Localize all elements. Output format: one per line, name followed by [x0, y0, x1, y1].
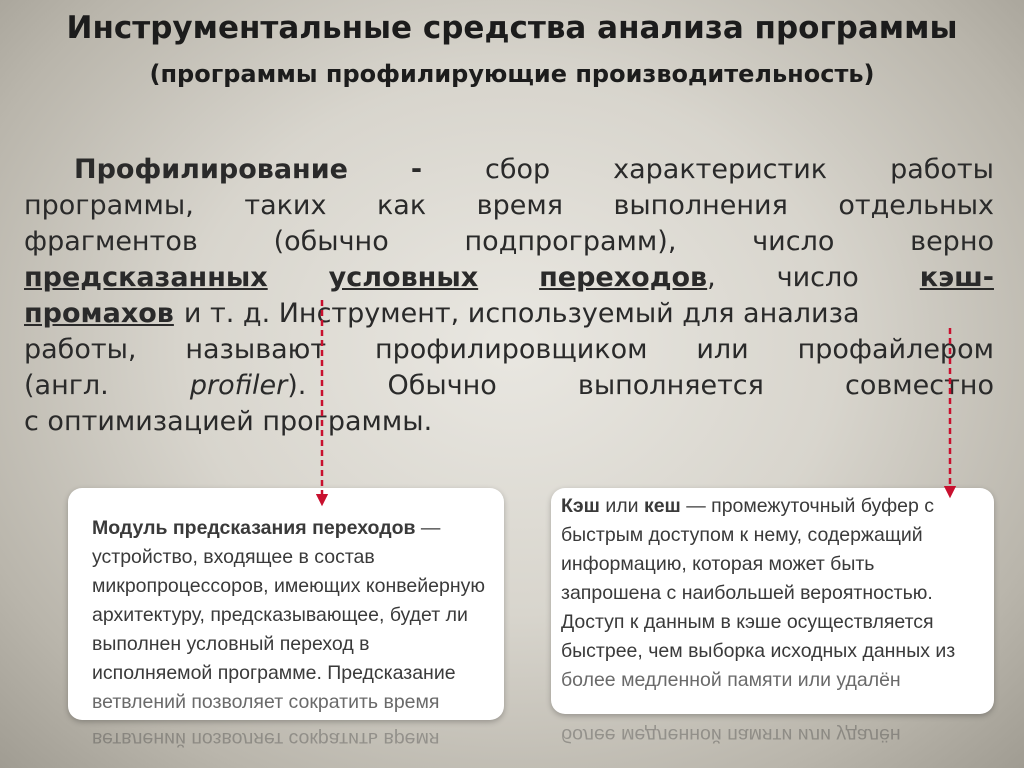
word: сбор: [485, 154, 551, 185]
word: работы: [890, 154, 994, 185]
word: программы,: [24, 190, 194, 221]
word: фрагментов: [24, 226, 198, 257]
word: совместно: [844, 370, 994, 401]
term-cache-1: Кэш: [561, 495, 600, 517]
card-line: запрошена с наибольшей вероятностью.: [561, 582, 933, 604]
slide-title: Инструментальные средства анализа программы: [66, 10, 958, 46]
paragraph-line-2: [24, 188, 994, 224]
card-line: информацию, которая может быть: [561, 553, 875, 575]
term-misses: промахов: [24, 298, 174, 329]
text-run: с оптимизацией программы.: [24, 406, 433, 437]
word: характеристик: [613, 154, 828, 185]
term-conditional: условных: [328, 262, 479, 293]
word: таких: [244, 190, 327, 221]
word: называют: [185, 334, 327, 365]
word: подпрограмм),: [464, 226, 677, 257]
dash: —: [420, 517, 441, 539]
paragraph-line-1: [24, 152, 994, 188]
paragraph-line-8: [24, 404, 994, 440]
definition-paragraph: [24, 152, 994, 440]
card-line: быстрее, чем выборка исходных данных из: [561, 640, 956, 662]
card-line: микропроцессоров, имеющих конвейерную: [92, 575, 485, 597]
branch-predictor-card: [68, 488, 504, 720]
term-profiling: Профилирование: [74, 154, 348, 185]
word: Обычно: [387, 370, 497, 401]
word: профайлером: [797, 334, 994, 365]
word-or: или: [599, 495, 644, 517]
card-line: ветвлений позволяет сократить время: [92, 691, 440, 713]
card-line: Доступ к данным в кэше осуществляется: [561, 611, 934, 633]
reflection-line: ветвлений позволяет сократить время: [92, 728, 440, 750]
cache-card: [551, 488, 994, 714]
word: выполняется: [577, 370, 764, 401]
paragraph-line-3: [24, 224, 994, 260]
slide-subtitle: (программы профилирующие производительность): [149, 60, 875, 88]
paragraph-line-6: [24, 332, 994, 368]
dash: -: [410, 154, 423, 185]
paragraph-line-7: [24, 368, 994, 404]
card-line: выполнен условный переход в: [92, 633, 370, 655]
word: верно: [910, 226, 994, 257]
card-line: исполняемой программе. Предсказание: [92, 662, 456, 684]
branch-card-reflection: [92, 724, 502, 768]
word: время: [476, 190, 563, 221]
word: или: [696, 334, 749, 365]
term-branches: переходов: [539, 262, 708, 293]
word: профилировщиком: [375, 334, 648, 365]
word: отдельных: [838, 190, 994, 221]
card-line: архитектуру, предсказывающее, будет ли: [92, 604, 468, 626]
paragraph-line-5: [24, 296, 994, 332]
word: выполнения: [613, 190, 788, 221]
term-profiler: profiler: [189, 370, 288, 401]
word: как: [376, 190, 427, 221]
term-branch-predictor: Модуль предсказания переходов: [92, 517, 416, 539]
word: работы,: [24, 334, 137, 365]
word: (англ.: [24, 370, 109, 401]
card-text: — промежуточный буфер с: [680, 495, 934, 517]
term-cache-2: кеш: [643, 495, 681, 517]
word: (обычно: [273, 226, 389, 257]
punct: ).: [287, 370, 307, 401]
reflection-line: более медленной памяти или удалён: [561, 724, 901, 746]
term-cache: кэш-: [919, 262, 994, 293]
paragraph-line-4: [24, 260, 994, 296]
term-predicted: предсказанных: [24, 262, 268, 293]
card-line: быстрым доступом к нему, содержащий: [561, 524, 923, 546]
text-run: и т. д. Инструмент, используемый для анализа: [183, 298, 860, 329]
card-line: устройство, входящее в состав: [92, 546, 375, 568]
word: число: [752, 226, 835, 257]
comma: ,: [707, 262, 716, 293]
cache-card-reflection: [561, 720, 991, 768]
card-heading: [92, 514, 504, 543]
word: число: [776, 262, 859, 293]
card-heading: [561, 492, 994, 521]
card-line: более медленной памяти или удалён: [561, 669, 901, 691]
